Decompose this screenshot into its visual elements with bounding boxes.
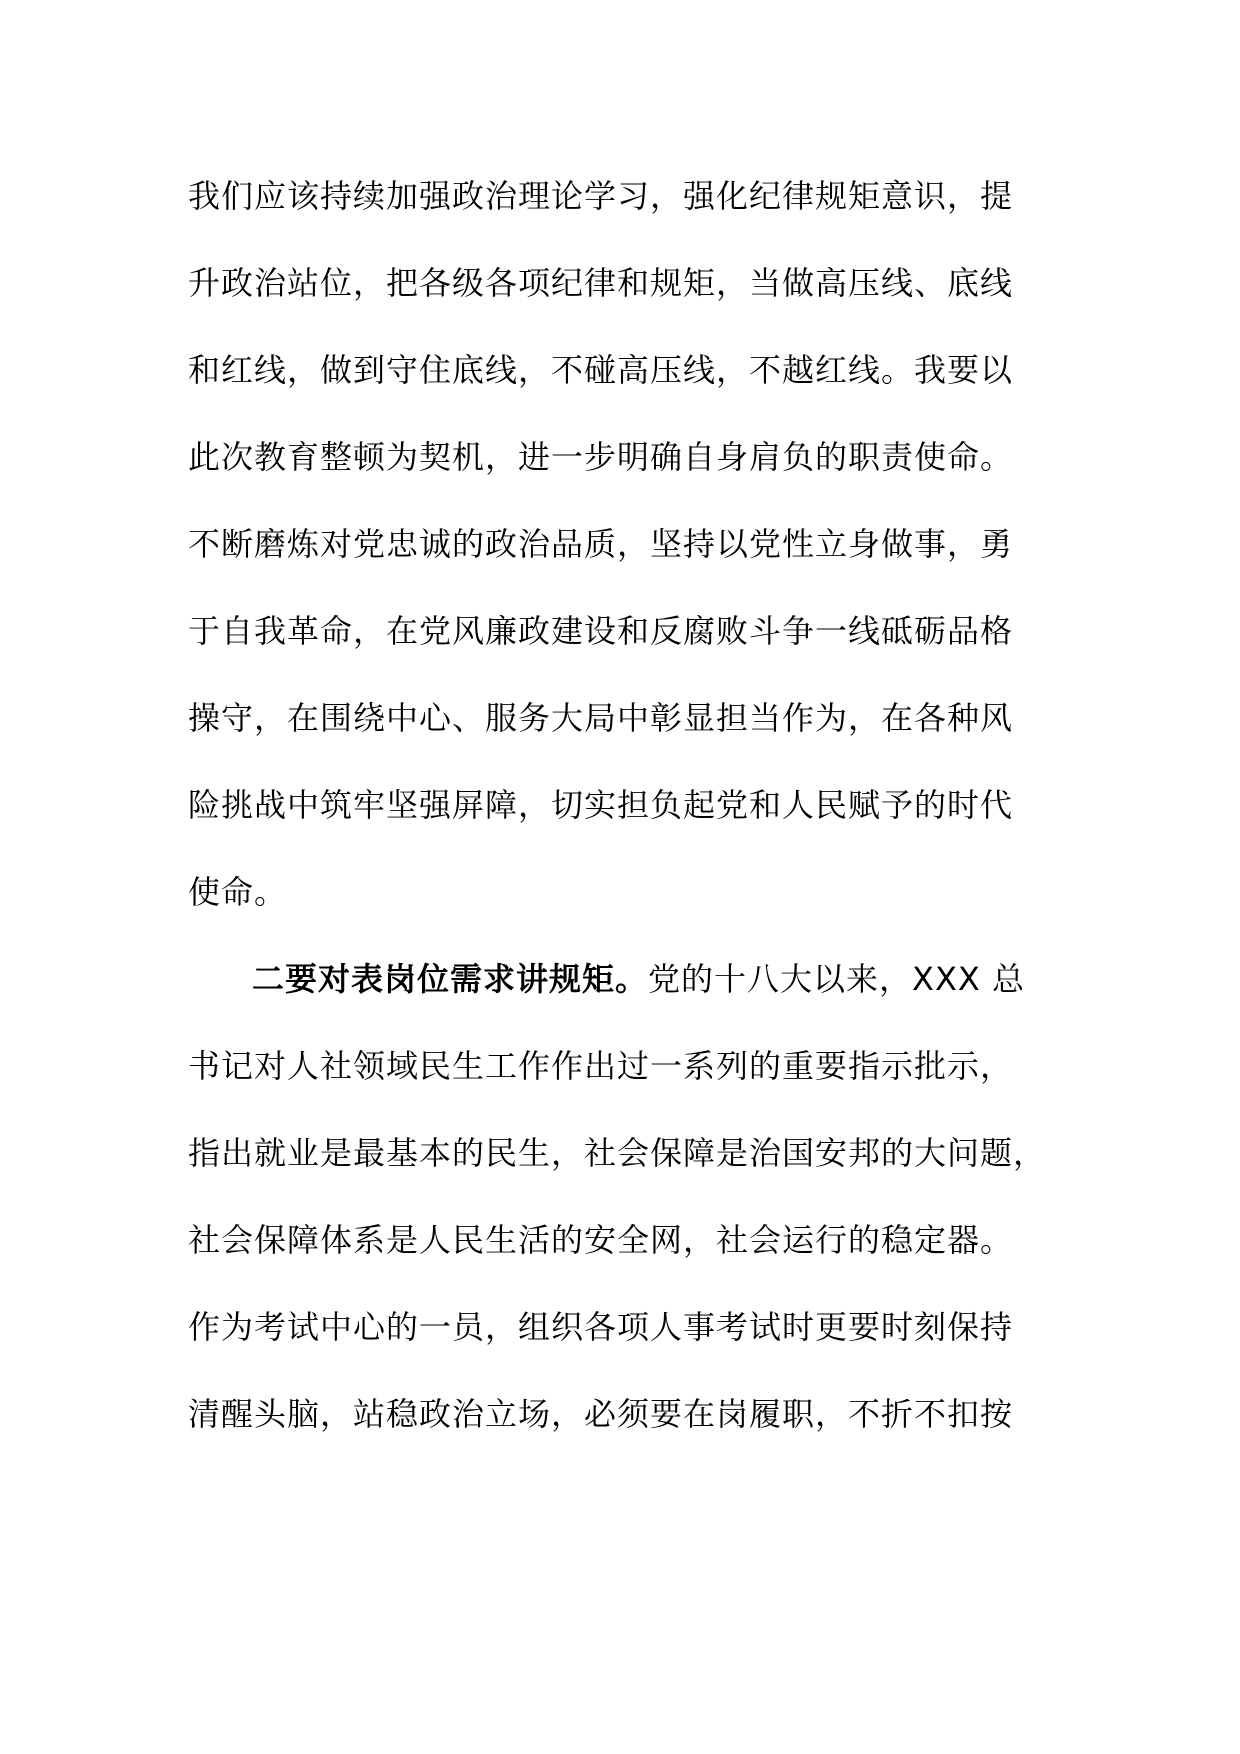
text-line: 作为考试中心的一员，组织各项人事考试时更要时刻保持	[188, 1308, 1014, 1346]
text-line: 我们应该持续加强政治理论学习，强化纪律规矩意识，提	[188, 177, 1014, 215]
text-line: 不断磨炼对党忠诚的政治品质，坚持以党性立身做事，勇	[188, 525, 1014, 563]
text-line: 社会保障体系是人民生活的安全网，社会运行的稳定器。	[188, 1221, 1014, 1259]
paragraph-lead-text: 党的十八大以来，XXX 总	[648, 960, 1025, 998]
text-line: 清醒头脑，站稳政治立场，必须要在岗履职，不折不扣按	[188, 1395, 1014, 1433]
text-line: 书记对人社领域民生工作作出过一系列的重要指示批示，	[188, 1047, 1014, 1085]
text-line: 于自我革命，在党风廉政建设和反腐败斗争一线砥砺品格	[188, 612, 1014, 650]
paragraph-heading: 二要对表岗位需求讲规矩。	[252, 960, 649, 998]
text-line: 险挑战中筑牢坚强屏障，切实担负起党和人民赋予的时代	[188, 786, 1014, 824]
text-line: 使命。	[188, 873, 288, 911]
text-line: 操守，在围绕中心、服务大局中彰显担当作为，在各种风	[188, 699, 1014, 737]
text-line: 和红线，做到守住底线，不碰高压线，不越红线。我要以	[188, 351, 1014, 389]
text-line: 此次教育整顿为契机，进一步明确自身肩负的职责使命。	[188, 438, 1014, 476]
text-line: 指出就业是最基本的民生，社会保障是治国安邦的大问题，	[188, 1134, 1047, 1172]
paragraph-first-line	[252, 959, 1025, 999]
text-line: 升政治站位，把各级各项纪律和规矩，当做高压线、底线	[188, 264, 1014, 302]
